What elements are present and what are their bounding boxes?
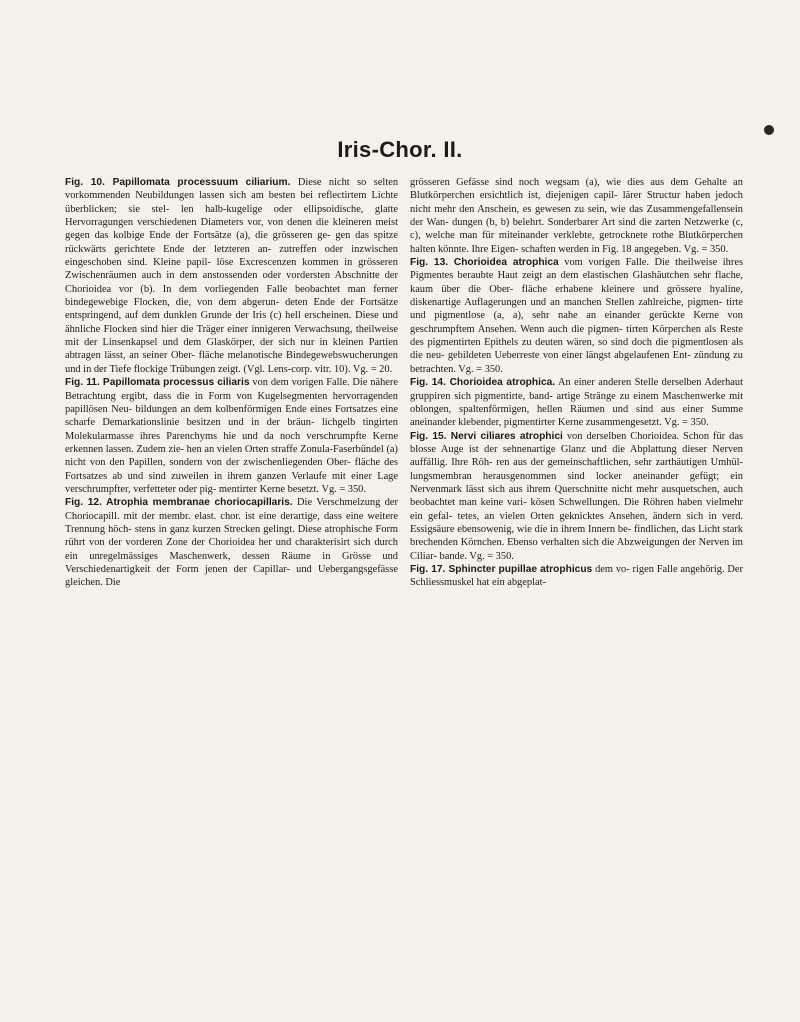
section-heading: Fig. 11. Papillomata processus ciliaris [65, 377, 250, 389]
section-text: Diese nicht so selten vorkommenden Neubildungen lassen sich am besten bei reflectirtem Lichte überblicken; sie stel- len halb-kugelige oder ellipsoidische, glatte Hervorragungen verschiedenen Diameters vor, von denen die kleineren meist gegen das kolbige Ende der Fortsätze (a), die grösseren ge- gen das spitze rückwärts gerichtete Ende der letzteren an- zutreffen oder inzwischen eingeschoben sind. Kleine papil- löse Excrescenzen kommen in grösseren Zwischenräumen auch in dem anstossenden oder vordersten Abschnitte der Chorioidea vor (b). In dem vorliegenden Falle beobachtet man ferner bindegewebige Flocken, die, von dem abgerun- deten Ende der Fortsätze entspringend, auf dem dunklen Grunde der Iris (c) hell erscheinen. Diese und ähnliche Flocken sind hier die Träger einer innigeren Verwachsung, theilweise mit der Linsenkapsel und dem Glaskörper, der sich nur in kleinen Partien abtragen lässt, an seiner Ober- fläche melanotische Bindegewebswucherungen und in der Tiefe flockige Trübungen zeigt. (Vgl. Lens-corp. vitr. 10). Vg. = 20. [65, 177, 399, 375]
right-column [410, 176, 743, 590]
section-fig-10 [65, 176, 398, 376]
section-fig-15 [410, 430, 743, 563]
section-fig-14 [410, 376, 743, 429]
section-fig-11 [65, 376, 398, 496]
ink-dot [764, 125, 774, 135]
left-column [65, 176, 398, 590]
section-text: von dem vorigen Falle. Die nähere Betrachtung ergibt, dass die in Form von Kugelsegmenten hervorragenden papillösen Neu- bildungen an dem kolbenförmigen Ende eines Fortsatzes eine scharfe Demarkationslinie besitzen und in der bräun- lichgelb tingirten Molekularmasse ihres Parenchyms hie und da noch verschrumpfte Kerne erkennen lassen. Zudem zie- hen an vielen Orten straffe Zonula-Faserbündel (a) nicht von den Papillen, sondern von der zwischenliegenden Ober- fläche des Fortsatzes ab und sind zuweilen in ihrem ganzen Verlaufe mit einer Lage verschrumpfter, verfetteter oder pig- mentirter Kerne besetzt. Vg. = 350. [65, 377, 398, 495]
page-title: Iris-Chor. II. [337, 136, 463, 162]
section-text: grösseren Gefässe sind noch wegsam (a), wie dies aus dem Gehalte an Blutkörperchen ersichtlich ist, diejenigen capil- lärer Structur haben jedoch nicht mehr den Anschein, es gewesen zu sein, wie das Zusammengefallensein der Wan- dungen (b, b) belehrt. Sonderbarer Art sind die zarten Netzwerke (c, c), welche man für miteinander verklebte, getrocknete rothe Blutkörperchen halten könnte. Ihre Eigen- schaften werden in Fig. 18 angegeben. Vg. = 350. [410, 177, 743, 255]
section-text: vom vorigen Falle. Die theilweise ihres Pigmentes beraubte Haut zeigt an dem elastischen Glashäutchen sehr flache, kaum über die Ober- fläche erhabene kleinere und grössere hyaline, diskenartige Auflagerungen und an manchen Stellen zahlreiche, pigmen- tirte und pigmentlose (a, a), sehr nahe an einander gerückte Kerne von geschrumpftem Ansehen. Wenn auch die pigmen- tirten Körperchen als Reste des pigmentirten Epithels zu deuten wären, so sind doch die pigmentlosen als die neu- gebildeten Ueberreste von einer längst abgelaufenen Ent- zündung zu betrachten. Vg. = 350. [410, 257, 743, 375]
section-fig-12 [65, 496, 398, 589]
section-heading: Fig. 14. Chorioidea atrophica. [410, 377, 556, 389]
section-heading: Fig. 15. Nervi ciliares atrophici [410, 430, 563, 442]
section-fig-13 [410, 256, 743, 376]
section-heading: Fig. 13. Chorioidea atrophica [410, 257, 559, 269]
section-heading: Fig. 10. Papillomata processuum ciliarium. [65, 177, 291, 188]
section-text: An einer anderen Stelle derselben Aderhaut gruppiren sich pigmentirte, band- artige Stränge zu einem Maschenwerke mit oblongen, spaltenförmigen, hellen Räumen und sind aus einer Summe aneinander klebender, pigmentirter Kerne zusammengesetzt. Vg. = 350. [410, 377, 743, 429]
section-heading: Fig. 17. Sphincter pupillae atrophicus [410, 563, 593, 575]
section-text: Die Verschmelzung der Choriocapill. mit der membr. elast. chor. ist eine derartige, dass eine weitere Trennung höch- stens in ganz kurzen Strecken gelingt. Diese atrophische Form rührt von der vorderen Zone der Chorioidea her und charakterisirt sich durch ein unregelmässiges Maschenwerk, dessen Räume in Grösse und Verschiedenartigkeit der Form jenen der Capillar- und Uebergangsgefässe gleichen. Die [65, 497, 398, 589]
section-heading: Fig. 12. Atrophia membranae choriocapillaris. [65, 497, 293, 509]
section-text: dem vo- rigen Falle angehörig. Der Schliessmuskel hat ein abgeplat- [410, 563, 743, 589]
section-text: von derselben Chorioidea. Schon für das blosse Auge ist der sehnenartige Glanz und die Abplattung dieser Nerven auffällig. Ihre Röh- ren aus der gemeinschaftlichen, sehr zarthäutigen Umhül- lungsmembran herausgenommen sind locker aneinander gefügt; ein Nervenmark lässt sich aus ihrem Querschnitte nicht mehr ausquetschen, auch beobachtet man keine vari- kösen Schwellungen. Die Röhren haben vielmehr ein gefal- tetes, an vielen Orten geknicktes Ansehen, ändern sich in verd. Essigsäure ebensowenig, wie die in ihrem Innern be- findlichen, das Licht stark brechenden Körnchen. Ebenso verhalten sich die Abzweigungen der Nerven im Ciliar- bande. Vg. = 350. [410, 430, 743, 562]
section-fig-12-continued [410, 176, 743, 256]
section-fig-17 [410, 563, 743, 590]
